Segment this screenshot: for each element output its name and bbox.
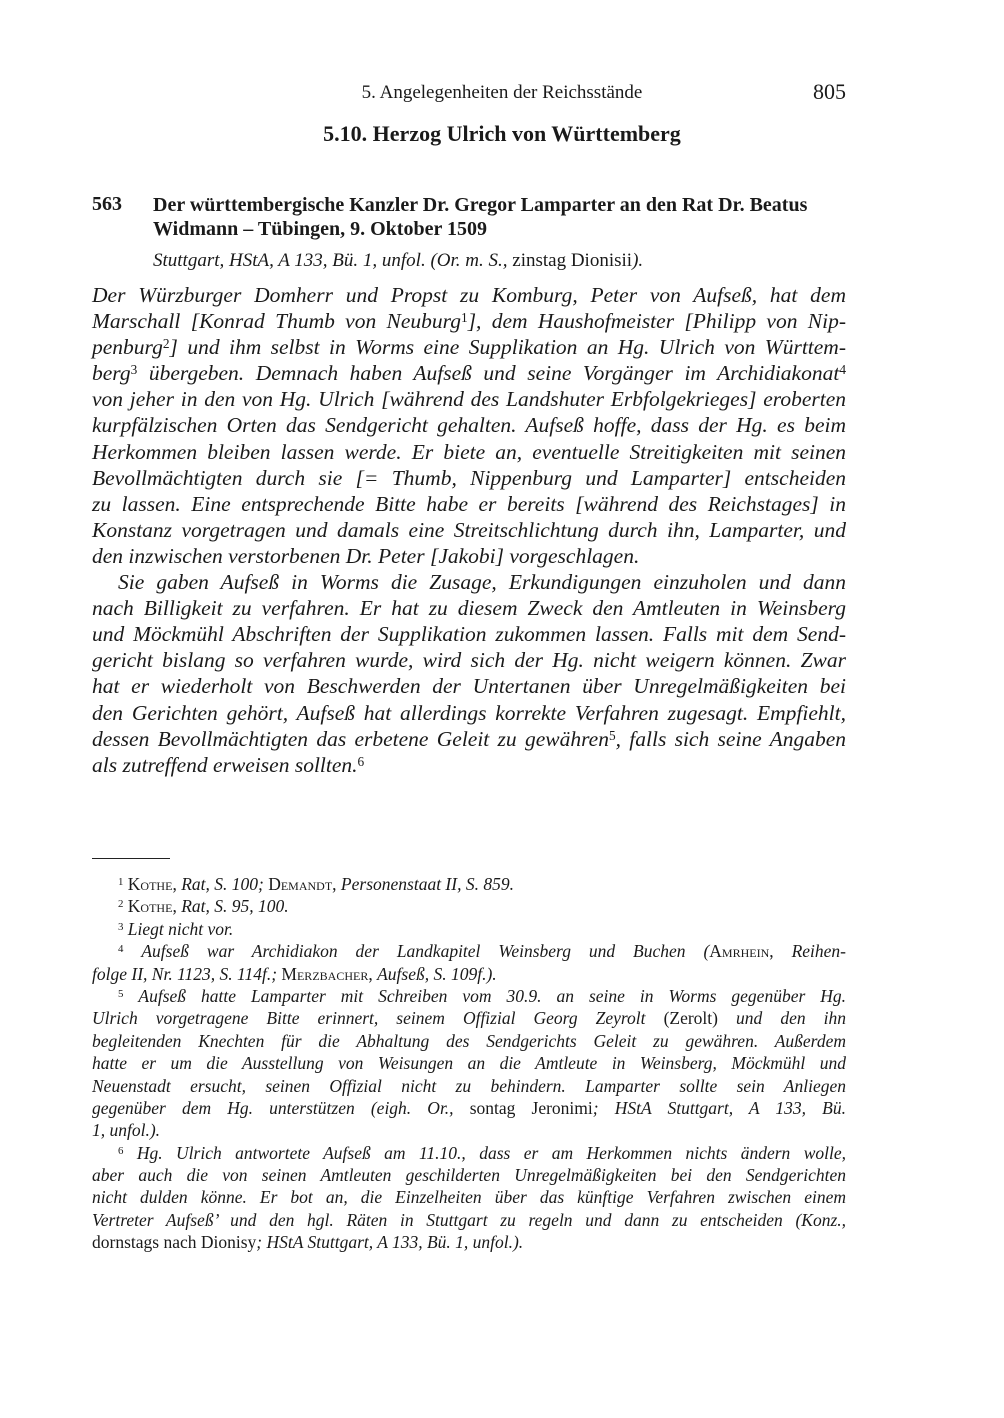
text-segment: Rat, S. 100; (181, 874, 269, 894)
text-segment: (Zerolt) (663, 1008, 718, 1029)
footnote-marker: 5 (118, 988, 124, 1001)
footnote-line (92, 1030, 846, 1052)
footnote-marker: 4 (839, 362, 846, 378)
text-segment: Liegt nicht vor. (127, 918, 234, 939)
text-segment: Reihen- (791, 941, 847, 962)
document-body (92, 282, 846, 778)
body-line (92, 439, 846, 465)
text-segment: berg (92, 361, 131, 386)
body-line (92, 700, 846, 726)
text-segment: aber auch die von seinen Amtleuten geschilderten Unregelmäßigkeiten bei den Sendgerichten (92, 1165, 846, 1186)
document-heading: Der württembergische Kanzler Dr. Gregor Lamparter an den Rat Dr. Beatus Widmann – Tübingen, 9. Oktober 1509 (153, 194, 808, 240)
body-line (92, 647, 846, 673)
text-segment: Bevollmächtigten durch sie [= Thumb, Nippenburg und Lamparter] entscheiden (92, 465, 846, 490)
text-segment: kurpfälzischen Orten das Sendgericht gehalten. Aufseß hoffe, dass der Hg. es beim (92, 413, 846, 438)
text-segment: folge II, Nr. 1123, S. 114f.; (92, 963, 282, 984)
footnote-line (92, 940, 846, 962)
text-segment: 1, unfol.). (92, 1120, 161, 1141)
text-segment: den inzwischen verstorbenen Dr. Peter [Jakobi] vorgeschlagen. (92, 543, 640, 568)
text-segment: nach Billigkeit zu verfahren. Er hat zu diesem Zweck den Amtleuten in Weinsberg (92, 596, 846, 621)
body-line (92, 673, 846, 699)
text-segment: Marschall [Konrad Thumb von Neuburg (92, 309, 462, 334)
footnote-marker: 5 (608, 727, 616, 743)
footnote-line (92, 1007, 846, 1029)
text-segment: Stuttgart, HStA, A 133, Bü. 1, unfol. (Or. m. S., (153, 250, 513, 271)
text-segment: von jeher in den von Hg. Ulrich [während des Landshuter Erbfolgekrieges] eroberten (92, 387, 846, 412)
text-segment: hat er wiederholt von Beschwerden der Untertanen über Unregelmäßigkeiten bei (92, 674, 846, 699)
text-segment: und den ihn (717, 1008, 846, 1029)
source-citation (153, 250, 643, 272)
text-segment (123, 941, 141, 961)
body-line (92, 491, 846, 517)
body-line (92, 334, 846, 360)
footnote-marker: 2 (118, 898, 124, 911)
text-segment: Ulrich vorgetragene Bitte erinnert, seinem Offizial Georg Zeyrolt (92, 1008, 664, 1029)
text-segment: nicht dulden könne. Er bot an, die Einzelheiten über das künftige Verfahren zwischen einem (92, 1187, 846, 1208)
footnote-marker: 2 (162, 336, 170, 352)
footnote-marker: 1 (461, 310, 468, 326)
text-segment: begleitenden Knechten für die Abhaltung des Sendgerichts Geleit zu gewähren. Außerdem (92, 1030, 846, 1051)
body-line (92, 569, 846, 595)
footnote-marker: 6 (118, 1144, 124, 1157)
footnote-line (92, 1209, 846, 1231)
footnote-line (92, 918, 846, 940)
footnote-marker: 4 (118, 943, 124, 956)
text-segment: dessen Bevollmächtigten das erbetene Geleit zu gewähren (92, 726, 609, 751)
body-line (92, 726, 846, 752)
text-segment: Der Würzburger Domherr und Propst zu Komburg, Peter von Aufseß, hat dem (92, 283, 846, 307)
text-segment: übergeben. Demnach haben Aufseß und seine Vorgänger im Archidiakonat (137, 361, 840, 386)
text-segment (123, 1143, 136, 1163)
text-segment: zinstag Dionisii (512, 250, 633, 271)
text-segment: Konstanz vorgetragen und damals eine Streitschlichtung durch ihn, Lamparter, und (92, 517, 846, 542)
body-line (92, 752, 846, 778)
text-segment: Amrhein (709, 941, 770, 962)
footnote-marker: 6 (357, 753, 365, 769)
text-segment: , (769, 941, 792, 962)
body-line (92, 282, 846, 308)
text-segment: penburg (92, 335, 163, 360)
text-segment: gegenüber dem Hg. unterstützen (eigh. Or., (92, 1097, 470, 1118)
text-segment: Personenstaat II, S. 859. (340, 874, 514, 894)
text-segment: , (172, 874, 182, 894)
section-title: 5.10. Herzog Ulrich von Württemberg (323, 121, 681, 146)
text-segment: Hg. Ulrich antwortete Aufseß am 11.10., dass er am Herkommen nichts ändern wolle, (136, 1142, 846, 1163)
text-segment: Aufseß, S. 109f.). (377, 963, 497, 984)
body-line (92, 517, 846, 543)
footnote-line (92, 873, 846, 895)
text-segment: Kothe (127, 896, 173, 917)
body-line (92, 412, 846, 438)
text-segment: sontag Jeronimi (469, 1097, 593, 1118)
footnote-line (92, 1097, 846, 1119)
text-segment: ], dem Haushofmeister [Philipp von Nip- (467, 309, 846, 334)
body-line (92, 621, 846, 647)
text-segment: den Gerichten gehört, Aufseß hat allerdings korrekte Verfahren zugesagt. Empfiehlt, (92, 700, 846, 725)
document-number: 563 (92, 193, 122, 215)
text-segment: Vertreter Aufseß’ und den hgl. Räten in Stuttgart zu regeln und dann zu entscheiden (Konz., (92, 1209, 846, 1230)
footnote-line (92, 1164, 846, 1186)
text-segment: , falls sich seine Angaben (615, 726, 846, 751)
text-segment: und Möckmühl Abschriften der Supplikation zukommen lassen. Falls mit dem Send- (92, 622, 846, 647)
text-segment: Kothe (127, 874, 173, 894)
text-segment: dornstags nach Dionisy (92, 1232, 257, 1253)
footnote-line (92, 985, 846, 1007)
running-head: 5. Angelegenheiten der Reichsstände (361, 82, 643, 103)
text-segment: Demandt (268, 874, 333, 894)
footnote-line (92, 1142, 846, 1164)
text-segment: zu lassen. Eine entsprechende Bitte habe er bereits [während des Reichstages] in (92, 491, 846, 516)
footnote-line (92, 1231, 846, 1253)
text-segment: Merzbacher (281, 963, 369, 984)
body-line (92, 308, 846, 334)
text-segment (123, 986, 138, 1006)
body-line (92, 386, 846, 412)
footnote-line (92, 1186, 846, 1208)
footnote-divider (92, 858, 170, 859)
footnote-line (92, 895, 846, 917)
footnote-line (92, 1119, 846, 1141)
text-segment: Neuenstadt ersucht, seinen Offizial nicht zu behindern. Lamparter sollte sein Anliegen (92, 1075, 846, 1096)
footnote-marker: 3 (118, 920, 124, 933)
text-segment: ). (632, 250, 644, 271)
text-segment: hatte er um die Ausstellung von Weisungen an die Amtleute in Weinsberg, Möckmühl und (92, 1053, 846, 1074)
text-segment: Herkommen bleiben lassen werde. Er biete an, eventuelle Streitigkeiten mit seinen (92, 439, 846, 464)
text-segment: , (332, 874, 341, 894)
footnote-line (92, 1052, 846, 1074)
footnote-line (92, 963, 846, 985)
page-number: 805 (813, 79, 846, 104)
footnote-line (92, 1075, 846, 1097)
body-line (92, 465, 846, 491)
text-segment: gericht bislang so verfahren wurde, wird sich der Hg. nicht weigern können. Zwar (92, 648, 846, 673)
text-segment: Aufseß hatte Lamparter mit Schreiben vom 30.9. an seine in Worms gegenüber Hg. (138, 985, 846, 1006)
footnote-marker: 3 (130, 362, 138, 378)
text-segment: ] und ihm selbst in Worms eine Supplikation an Hg. Ulrich von Württem- (169, 335, 846, 360)
body-line (92, 360, 846, 386)
text-segment: als zutreffend erweisen sollten. (92, 752, 358, 777)
footnotes (92, 873, 846, 1254)
text-segment: , (368, 963, 378, 984)
text-segment: , (172, 896, 182, 917)
text-segment: Aufseß war Archidiakon der Landkapitel Weinsberg und Buchen ( (141, 941, 710, 962)
body-line (92, 595, 846, 621)
text-segment: Rat, S. 95, 100. (181, 896, 289, 917)
text-segment: ; HStA Stuttgart, A 133, Bü. (592, 1097, 846, 1118)
text-segment: Sie gaben Aufseß in Worms die Zusage, Erkundigungen einzuholen und dann (118, 570, 846, 595)
footnote-marker: 1 (118, 876, 124, 889)
body-line (92, 543, 846, 569)
text-segment: ; HStA Stuttgart, A 133, Bü. 1, unfol.). (256, 1232, 524, 1253)
